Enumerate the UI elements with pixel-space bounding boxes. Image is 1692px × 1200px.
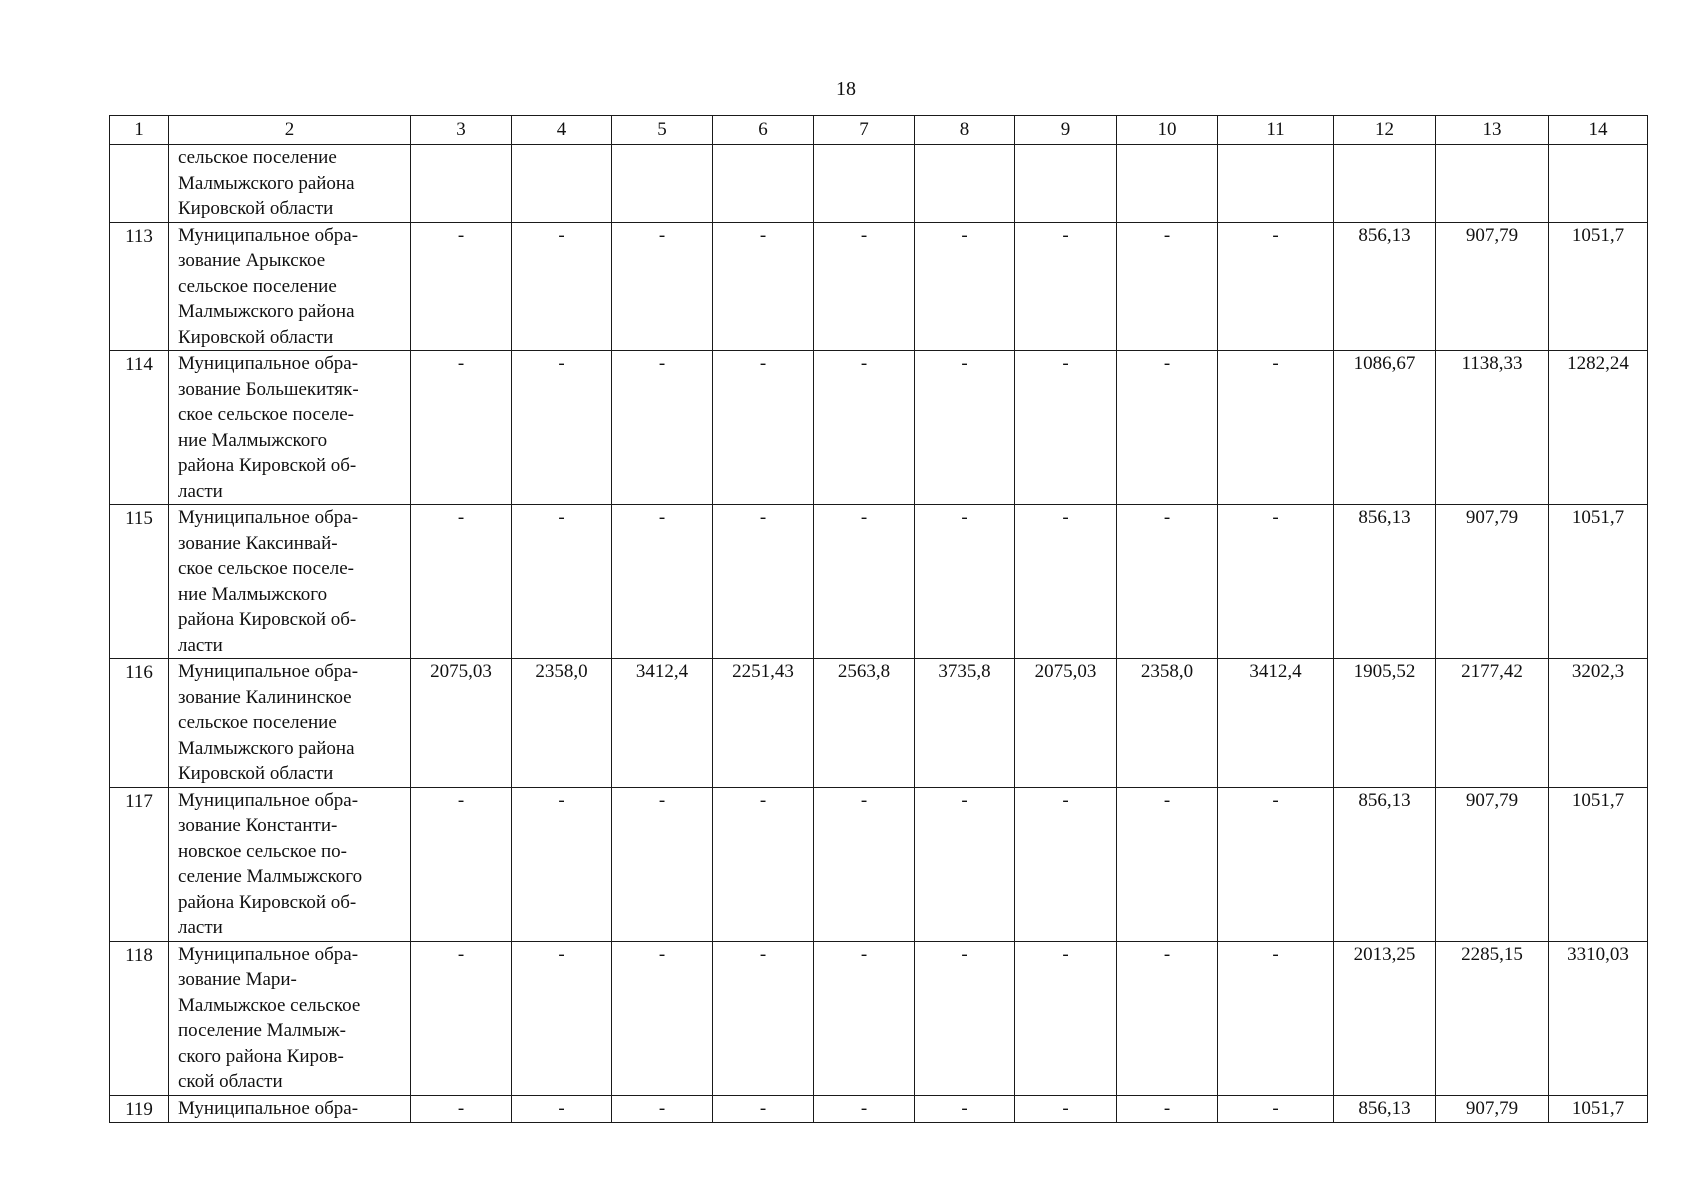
- value-cell-col-7: -: [814, 222, 915, 351]
- name-line: ское сельское поселе-: [178, 558, 354, 579]
- value-cell-col-11: -: [1218, 787, 1334, 941]
- value-cell-col-14: 1282,24: [1549, 351, 1648, 505]
- value-cell-col-5: -: [612, 505, 713, 659]
- name-line: селение Малмыжского: [178, 866, 363, 887]
- name-line: Муниципальное обра-: [178, 1097, 359, 1119]
- table-row: [110, 659, 1648, 788]
- name-line: Муниципальное обра-: [178, 353, 359, 374]
- value-cell-col-4: 2358,0: [512, 659, 612, 788]
- name-line: Кировской области: [178, 763, 334, 784]
- value-cell-col-6: -: [713, 941, 814, 1095]
- name-line: зование Мари-: [178, 969, 297, 990]
- name-line: Муниципальное обра-: [178, 507, 359, 528]
- value-cell-col-7: -: [814, 787, 915, 941]
- name-line: Кировской области: [178, 198, 334, 219]
- value-cell-col-8: [915, 145, 1015, 223]
- value-cell-col-10: -: [1117, 351, 1218, 505]
- value-cell-col-10: 2358,0: [1117, 659, 1218, 788]
- name-line: сельское поселение: [178, 275, 337, 297]
- value-cell-col-12: 1905,52: [1334, 659, 1436, 788]
- column-header-8: 8: [915, 116, 1015, 145]
- value-cell-col-14: 1051,7: [1549, 787, 1648, 941]
- value-cell-col-11: 3412,4: [1218, 659, 1334, 788]
- value-cell-col-3: -: [411, 1095, 512, 1123]
- value-cell-col-4: [512, 145, 612, 223]
- municipality-name: [169, 659, 411, 788]
- value-cell-col-11: -: [1218, 505, 1334, 659]
- name-line: зование Калининское: [178, 686, 352, 708]
- row-number: 116: [110, 659, 169, 788]
- value-cell-col-10: -: [1117, 222, 1218, 351]
- row-number: 119: [110, 1095, 169, 1123]
- page-number: 18: [836, 78, 856, 100]
- name-line: Муниципальное обра-: [178, 661, 359, 682]
- value-cell-col-9: -: [1015, 505, 1117, 659]
- value-cell-col-8: -: [915, 505, 1015, 659]
- name-line: Малмыжского района: [178, 301, 355, 322]
- header-row: [110, 116, 1648, 145]
- row-number: 114: [110, 351, 169, 505]
- value-cell-col-10: -: [1117, 1095, 1218, 1123]
- row-number: 113: [110, 222, 169, 351]
- value-cell-col-12: 1086,67: [1334, 351, 1436, 505]
- name-line: ние Малмыжского: [178, 583, 328, 605]
- value-cell-col-12: [1334, 145, 1436, 223]
- value-cell-col-7: -: [814, 505, 915, 659]
- value-cell-col-7: -: [814, 941, 915, 1095]
- value-cell-col-9: 2075,03: [1015, 659, 1117, 788]
- value-cell-col-13: 907,79: [1436, 787, 1549, 941]
- name-line: зование Арыкское: [178, 250, 326, 271]
- name-line: ское сельское поселе-: [178, 404, 354, 425]
- value-cell-col-12: 2013,25: [1334, 941, 1436, 1095]
- value-cell-col-4: -: [512, 505, 612, 659]
- value-cell-col-11: [1218, 145, 1334, 223]
- municipality-name: [169, 787, 411, 941]
- value-cell-col-8: -: [915, 787, 1015, 941]
- value-cell-col-11: -: [1218, 351, 1334, 505]
- value-cell-col-7: -: [814, 1095, 915, 1123]
- name-line: ласти: [178, 917, 223, 938]
- value-cell-col-5: -: [612, 351, 713, 505]
- value-cell-col-4: -: [512, 941, 612, 1095]
- name-line: Муниципальное обра-: [178, 943, 359, 965]
- name-line: ние Малмыжского: [178, 429, 328, 451]
- value-cell-col-3: -: [411, 222, 512, 351]
- value-cell-col-8: -: [915, 222, 1015, 351]
- value-cell-col-5: [612, 145, 713, 223]
- column-header-2: 2: [169, 116, 411, 145]
- value-cell-col-13: 907,79: [1436, 1095, 1549, 1123]
- value-cell-col-13: 1138,33: [1436, 351, 1549, 505]
- value-cell-col-8: -: [915, 1095, 1015, 1123]
- value-cell-col-3: -: [411, 351, 512, 505]
- municipality-name: [169, 222, 411, 351]
- value-cell-col-9: -: [1015, 351, 1117, 505]
- value-cell-col-9: -: [1015, 1095, 1117, 1123]
- table-row: [110, 941, 1648, 1095]
- table-body: [110, 145, 1648, 1123]
- value-cell-col-13: 907,79: [1436, 505, 1549, 659]
- value-cell-col-9: -: [1015, 222, 1117, 351]
- column-header-5: 5: [612, 116, 713, 145]
- name-line: зование Константи-: [178, 815, 338, 836]
- column-header-13: 13: [1436, 116, 1549, 145]
- row-number: 115: [110, 505, 169, 659]
- value-cell-col-11: -: [1218, 222, 1334, 351]
- name-line: района Кировской об-: [178, 891, 357, 913]
- value-cell-col-6: -: [713, 505, 814, 659]
- value-cell-col-13: 907,79: [1436, 222, 1549, 351]
- value-cell-col-12: 856,13: [1334, 787, 1436, 941]
- name-line: ласти: [178, 480, 223, 502]
- value-cell-col-10: -: [1117, 941, 1218, 1095]
- name-line: Малмыжское сельское: [178, 994, 361, 1016]
- value-cell-col-14: 3202,3: [1549, 659, 1648, 788]
- value-cell-col-6: -: [713, 1095, 814, 1123]
- value-cell-col-7: -: [814, 351, 915, 505]
- name-line: ского района Киров-: [178, 1045, 344, 1067]
- municipality-name: [169, 351, 411, 505]
- name-line: сельское поселение: [178, 147, 337, 168]
- value-cell-col-5: 3412,4: [612, 659, 713, 788]
- name-line: Кировской области: [178, 326, 334, 348]
- table-row: [110, 787, 1648, 941]
- value-cell-col-5: -: [612, 787, 713, 941]
- value-cell-col-4: -: [512, 787, 612, 941]
- column-header-6: 6: [713, 116, 814, 145]
- value-cell-col-3: -: [411, 787, 512, 941]
- value-cell-col-3: -: [411, 505, 512, 659]
- municipality-name: [169, 145, 411, 223]
- value-cell-col-10: -: [1117, 787, 1218, 941]
- value-cell-col-3: -: [411, 941, 512, 1095]
- value-cell-col-7: 2563,8: [814, 659, 915, 788]
- name-line: района Кировской об-: [178, 455, 357, 476]
- value-cell-col-8: 3735,8: [915, 659, 1015, 788]
- data-table: [109, 115, 1648, 1123]
- name-line: зование Каксинвай-: [178, 532, 338, 554]
- column-header-3: 3: [411, 116, 512, 145]
- name-line: поселение Малмыж-: [178, 1020, 346, 1041]
- municipality-name: [169, 1095, 411, 1123]
- name-line: ской области: [178, 1071, 283, 1092]
- value-cell-col-6: 2251,43: [713, 659, 814, 788]
- column-header-14: 14: [1549, 116, 1648, 145]
- value-cell-col-6: [713, 145, 814, 223]
- column-header-11: 11: [1218, 116, 1334, 145]
- value-cell-col-13: 2285,15: [1436, 941, 1549, 1095]
- value-cell-col-12: 856,13: [1334, 222, 1436, 351]
- value-cell-col-4: -: [512, 351, 612, 505]
- value-cell-col-14: [1549, 145, 1648, 223]
- municipality-name: [169, 505, 411, 659]
- table-row: [110, 505, 1648, 659]
- name-line: района Кировской об-: [178, 609, 357, 630]
- table-row: [110, 145, 1648, 223]
- municipality-name: [169, 941, 411, 1095]
- name-line: Малмыжского района: [178, 172, 355, 194]
- value-cell-col-14: 1051,7: [1549, 1095, 1648, 1123]
- name-line: Малмыжского района: [178, 737, 355, 759]
- name-line: зование Большекитяк-: [178, 378, 359, 400]
- value-cell-col-7: [814, 145, 915, 223]
- name-line: новское сельское по-: [178, 840, 347, 862]
- value-cell-col-8: -: [915, 351, 1015, 505]
- value-cell-col-9: [1015, 145, 1117, 223]
- value-cell-col-8: -: [915, 941, 1015, 1095]
- name-line: Муниципальное обра-: [178, 224, 359, 246]
- value-cell-col-13: 2177,42: [1436, 659, 1549, 788]
- table-row: [110, 351, 1648, 505]
- value-cell-col-14: 1051,7: [1549, 505, 1648, 659]
- table-row: [110, 1095, 1648, 1123]
- value-cell-col-6: -: [713, 222, 814, 351]
- value-cell-col-10: -: [1117, 505, 1218, 659]
- value-cell-col-13: [1436, 145, 1549, 223]
- value-cell-col-11: -: [1218, 941, 1334, 1095]
- value-cell-col-5: -: [612, 941, 713, 1095]
- value-cell-col-12: 856,13: [1334, 505, 1436, 659]
- name-line: ласти: [178, 634, 223, 656]
- value-cell-col-10: [1117, 145, 1218, 223]
- row-number: 118: [110, 941, 169, 1095]
- value-cell-col-5: -: [612, 1095, 713, 1123]
- value-cell-col-9: -: [1015, 941, 1117, 1095]
- row-number: [110, 145, 169, 223]
- value-cell-col-11: -: [1218, 1095, 1334, 1123]
- table-row: [110, 222, 1648, 351]
- value-cell-col-12: 856,13: [1334, 1095, 1436, 1123]
- value-cell-col-3: 2075,03: [411, 659, 512, 788]
- name-line: Муниципальное обра-: [178, 789, 359, 811]
- column-header-7: 7: [814, 116, 915, 145]
- value-cell-col-14: 3310,03: [1549, 941, 1648, 1095]
- value-cell-col-9: -: [1015, 787, 1117, 941]
- column-header-12: 12: [1334, 116, 1436, 145]
- value-cell-col-4: -: [512, 222, 612, 351]
- column-header-4: 4: [512, 116, 612, 145]
- value-cell-col-5: -: [612, 222, 713, 351]
- column-header-10: 10: [1117, 116, 1218, 145]
- column-header-9: 9: [1015, 116, 1117, 145]
- value-cell-col-6: -: [713, 787, 814, 941]
- column-header-1: 1: [110, 116, 169, 145]
- name-line: сельское поселение: [178, 712, 337, 733]
- value-cell-col-14: 1051,7: [1549, 222, 1648, 351]
- value-cell-col-6: -: [713, 351, 814, 505]
- value-cell-col-4: -: [512, 1095, 612, 1123]
- value-cell-col-3: [411, 145, 512, 223]
- row-number: 117: [110, 787, 169, 941]
